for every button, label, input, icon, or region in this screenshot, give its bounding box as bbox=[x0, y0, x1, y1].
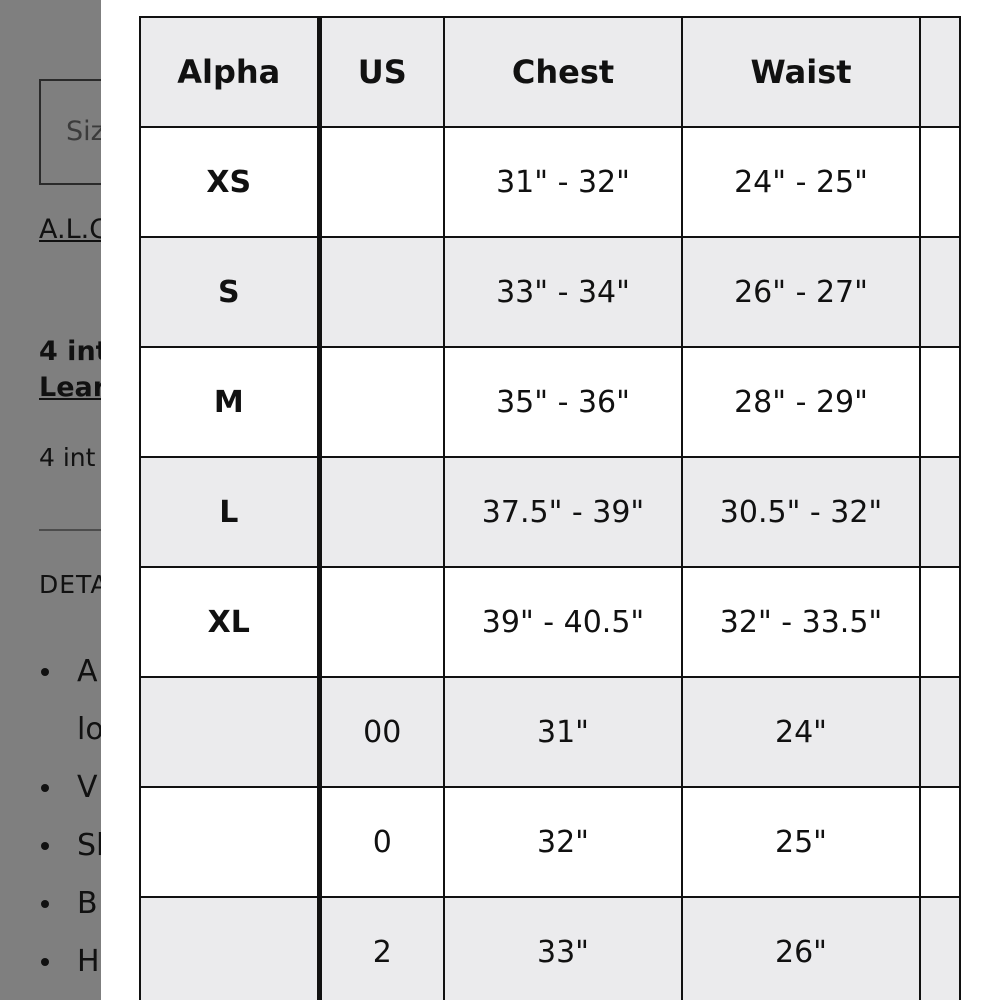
cell-waist: 25" bbox=[682, 787, 920, 897]
cell-us bbox=[319, 127, 444, 237]
cell-us: 00 bbox=[319, 677, 444, 787]
cell-us bbox=[319, 347, 444, 457]
cell-alpha: S bbox=[140, 237, 319, 347]
cell-alpha bbox=[140, 677, 319, 787]
cell-waist: 24" - 25" bbox=[682, 127, 920, 237]
table-row bbox=[140, 677, 960, 787]
cell-waist: 26" bbox=[682, 897, 920, 1000]
table-header-row bbox=[140, 17, 960, 127]
cell-alpha: L bbox=[140, 457, 319, 567]
cell-chest: 32" bbox=[444, 787, 682, 897]
cell-overflow bbox=[920, 237, 960, 347]
cell-overflow bbox=[920, 567, 960, 677]
cell-chest: 39" - 40.5" bbox=[444, 567, 682, 677]
cell-chest: 37.5" - 39" bbox=[444, 457, 682, 567]
cell-chest: 31" - 32" bbox=[444, 127, 682, 237]
cell-chest: 35" - 36" bbox=[444, 347, 682, 457]
cell-us bbox=[319, 567, 444, 677]
table-row bbox=[140, 347, 960, 457]
cell-overflow bbox=[920, 897, 960, 1000]
cell-waist: 28" - 29" bbox=[682, 347, 920, 457]
cell-overflow bbox=[920, 787, 960, 897]
cell-us bbox=[319, 237, 444, 347]
cell-alpha: XL bbox=[140, 567, 319, 677]
cell-overflow bbox=[920, 347, 960, 457]
cell-us bbox=[319, 457, 444, 567]
cell-alpha bbox=[140, 787, 319, 897]
column-header-alpha: Alpha bbox=[140, 17, 319, 127]
table-row bbox=[140, 567, 960, 677]
cell-overflow bbox=[920, 677, 960, 787]
table-row bbox=[140, 897, 960, 1000]
cell-us: 2 bbox=[319, 897, 444, 1000]
table-row bbox=[140, 127, 960, 237]
cell-chest: 31" bbox=[444, 677, 682, 787]
cell-us: 0 bbox=[319, 787, 444, 897]
cell-chest: 33" - 34" bbox=[444, 237, 682, 347]
cell-alpha: M bbox=[140, 347, 319, 457]
cell-overflow bbox=[920, 127, 960, 237]
cell-waist: 32" - 33.5" bbox=[682, 567, 920, 677]
cell-overflow bbox=[920, 457, 960, 567]
column-header-us: US bbox=[319, 17, 444, 127]
cell-waist: 30.5" - 32" bbox=[682, 457, 920, 567]
cell-alpha bbox=[140, 897, 319, 1000]
cell-waist: 24" bbox=[682, 677, 920, 787]
size-chart-table bbox=[139, 16, 961, 1000]
table-row bbox=[140, 457, 960, 567]
cell-waist: 26" - 27" bbox=[682, 237, 920, 347]
table-row bbox=[140, 237, 960, 347]
table-row bbox=[140, 787, 960, 897]
cell-chest: 33" bbox=[444, 897, 682, 1000]
cell-alpha: XS bbox=[140, 127, 319, 237]
size-guide-modal bbox=[101, 0, 1000, 1000]
column-header-waist: Waist bbox=[682, 17, 920, 127]
column-header-overflow bbox=[920, 17, 960, 127]
column-header-chest: Chest bbox=[444, 17, 682, 127]
